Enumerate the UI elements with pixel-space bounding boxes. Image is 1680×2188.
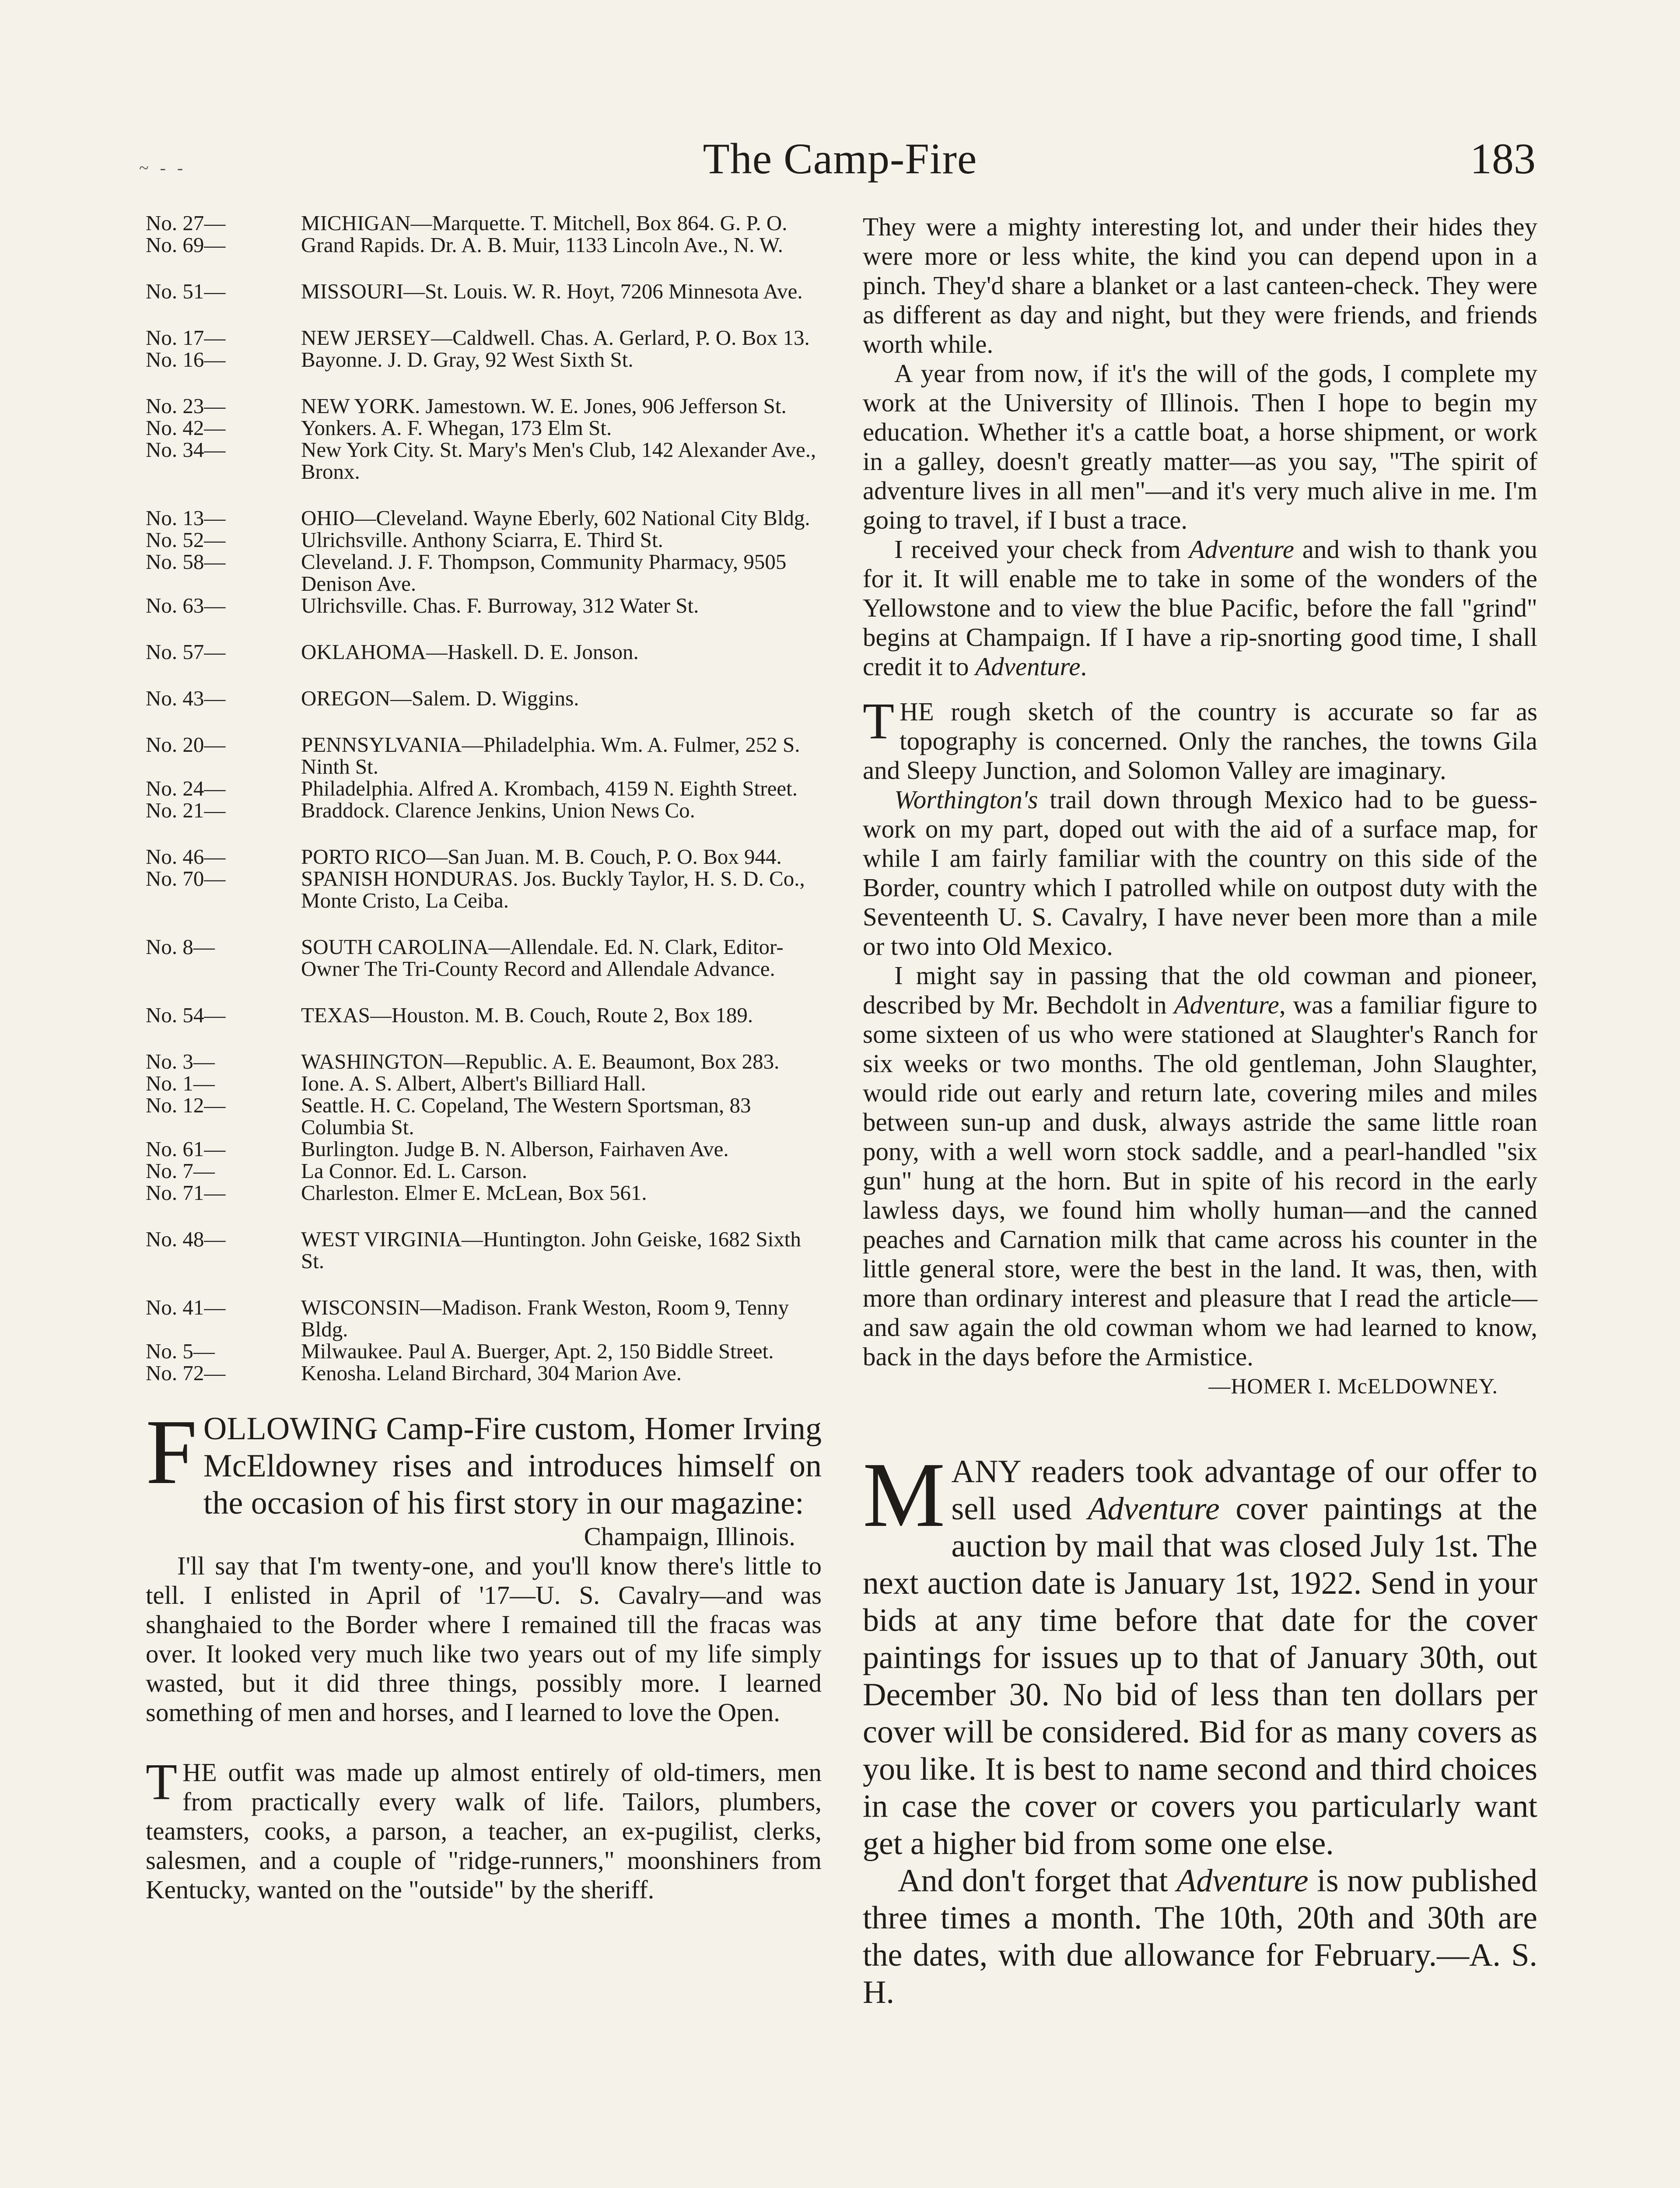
entry-number: No. 70— [146,866,226,891]
entry-address: WEST VIRGINIA—Huntington. John Geiske, 1682 Sixth St. [301,1227,801,1273]
intro-paragraph: FOLLOWING Camp-Fire custom, Homer Irving McEldowney rises and introduces himself on the occasion of his first story in our magazine: [146,1400,822,1521]
entry-number: No. 42— [146,416,226,440]
club-directory [146,212,822,1384]
directory-entry [146,799,822,821]
directory-entry [146,1004,822,1026]
entry-address: TEXAS—Houston. M. B. Couch, Route 2, Box 189. [301,1003,753,1027]
entry-number: No. 57— [146,640,226,664]
entry-number: No. 12— [146,1093,226,1117]
entry-address: Ulrichsville. Anthony Sciarra, E. Third St. [301,528,663,552]
letter-paragraph: They were a mighty interesting lot, and under their hides they were more or less white, the kind you can depend upon in a pinch. They'd share a blanket or a last canteen-check. They were as different as day and night, but they were friends, and friends worth while. [863,212,1537,358]
page-number: 183 [1470,134,1536,183]
entry-number: No. 5— [146,1339,215,1363]
directory-entry [146,936,822,980]
entry-address: Milwaukee. Paul A. Buerger, Apt. 2, 150 Biddle Street. [301,1339,774,1363]
entry-number: No. 69— [146,233,226,257]
directory-entry [146,1073,822,1094]
directory-entry [146,395,822,417]
auction-notice [863,1443,1538,2011]
notice-paragraph: And don't forget that Adventure is now published three times a month. The 10th, 20th and 30th are the dates, with due allowance for February.—A. S. H. [863,1863,1538,2010]
directory-entry [146,1051,822,1073]
letter-paragraph: THE outfit was made up almost entirely of old-timers, men from practically every walk of life. Tailors, plumbers, teamsters, cooks, a parson, a teacher, an ex-pugilist, clerks, salesmen, and a couple of "ridge-runners," moonshiners from Kentucky, wanted on the "outside" by the sheriff. [146,1753,822,1904]
entry-number: No. 21— [146,798,226,822]
entry-address: OKLAHOMA—Haskell. D. E. Jonson. [301,640,639,664]
entry-number: No. 72— [146,1361,226,1385]
entry-number: No. 17— [146,326,226,350]
entry-address: OREGON—Salem. D. Wiggins. [301,686,579,710]
entry-address: PORTO RICO—San Juan. M. B. Couch, P. O. Box 944. [301,845,782,869]
directory-group [146,281,822,302]
section-gap [863,681,1537,697]
letter-paragraph: Worthington's trail down through Mexico had to be guess-work on my part, doped out with the aid of a surface map, for while I am fairly familiar with the country on this side of the Border, country which I patrolled while on outpost duty with the Seventeenth U. S. Cavalry, I have never been more than a mile or two into Old Mexico. [863,785,1537,961]
intro-section [146,1400,822,1522]
entry-address: Yonkers. A. F. Whegan, 173 Elm St. [301,416,612,440]
directory-group [146,1228,822,1272]
directory-group [146,641,822,663]
entry-number: No. 1— [146,1071,215,1095]
letter-paragraph: I might say in passing that the old cowman and pioneer, described by Mr. Bechdolt in Adventure, was a familiar figure to some sixteen of us who were stationed at Slaughter's Ranch for six weeks or two months. The old gentleman, John Slaughter, would ride out early and return late, covering miles and miles between sun-up and dusk, always astride the same little roan pony, with a well worn stock saddle, and a pearl-handled "six gun" hung at the horn. But in spite of his record in the early lawless days, we found him wholly human—and the canned peaches and Carnation milk that came across his counter in the little general store, were the best in the land. It was, then, with more than ordinary interest and pleasure that I read the article—and saw again the old cowman whom we had learned to know, back in the days before the Armistice. [863,961,1537,1371]
directory-group [146,734,822,821]
entry-address: Braddock. Clarence Jenkins, Union News Co. [301,798,695,822]
entry-number: No. 61— [146,1137,226,1161]
directory-entry [146,551,822,595]
directory-entry [146,846,822,868]
letter-right [863,212,1537,1401]
entry-address: PENNSYLVANIA—Philadelphia. Wm. A. Fulmer, 252 S. Ninth St. [301,733,800,778]
entry-address: Bayonne. J. D. Gray, 92 West Sixth St. [301,347,634,372]
running-head: The Camp-Fire [703,134,977,183]
directory-entry [146,417,822,439]
directory-entry [146,687,822,709]
directory-group [146,687,822,709]
entry-number: No. 46— [146,845,226,869]
directory-entry [146,868,822,912]
intro-dropcap: F [146,1400,197,1503]
directory-entry [146,778,822,799]
entry-number: No. 8— [146,935,215,959]
left-column [146,212,822,1904]
directory-entry [146,507,822,529]
letter-paragraph: I received your check from Adventure and wish to thank you for it. It will enable me to take in some of the wonders of the Yellowstone and to view the blue Pacific, before the fall "grind" begins at Champaign. If I have a rip-snorting good time, I shall credit it to Adventure. [863,535,1537,681]
paragraph-dropcap: T [863,692,895,750]
entry-address: OHIO—Cleveland. Wayne Eberly, 602 National City Bldg. [301,506,810,530]
entry-number: No. 41— [146,1295,226,1319]
entry-address: WISCONSIN—Madison. Frank Weston, Room 9, Tenny Bldg. [301,1295,789,1341]
entry-address: Seattle. H. C. Copeland, The Western Sportsman, 83 Columbia St. [301,1093,751,1139]
directory-group [146,212,822,256]
directory-entry [146,327,822,349]
entry-number: No. 20— [146,733,226,757]
entry-number: No. 51— [146,279,226,303]
directory-group [146,1004,822,1026]
entry-number: No. 34— [146,438,226,462]
entry-number: No. 48— [146,1227,226,1251]
entry-number: No. 13— [146,506,226,530]
entry-address: La Connor. Ed. L. Carson. [301,1159,528,1183]
notice-paragraph: MANY readers took advantage of our offer to sell used Adventure cover paintings at the auction by mail that was closed July 1st. The next auction date is January 1st, 1922. Send in your bids at any time before that date for the cover paintings for issues up to that of January 30th, out December 30. No bid of less than ten dollars per cover will be considered. Bid for as many covers as you like. It is best to name second and third choices in case the cover or covers you particularly want get a higher bid from some one else. [863,1443,1537,1862]
entry-number: No. 54— [146,1003,226,1027]
entry-number: No. 52— [146,528,226,552]
directory-entry [146,439,822,483]
entry-address: MISSOURI—St. Louis. W. R. Hoyt, 7206 Minnesota Ave. [301,279,803,303]
letter-place: Champaign, Illinois. [584,1522,795,1551]
entry-address: Cleveland. J. F. Thompson, Community Pharmacy, 9505 Denison Ave. [301,550,787,596]
entry-address: New York City. St. Mary's Men's Club, 142 Alexander Ave., Bronx. [301,438,816,484]
entry-number: No. 24— [146,776,226,800]
directory-group [146,846,822,912]
directory-entry [146,1094,822,1138]
directory-entry [146,1160,822,1182]
directory-entry [146,1138,822,1160]
directory-entry [146,1297,822,1340]
directory-group [146,327,822,371]
entry-address: Charleston. Elmer E. McLean, Box 561. [301,1181,647,1205]
entry-number: No. 43— [146,686,226,710]
entry-number: No. 16— [146,347,226,372]
directory-entry [146,281,822,302]
notice-dropcap: M [863,1443,945,1546]
entry-address: Kenosha. Leland Birchard, 304 Marion Ave. [301,1361,682,1385]
directory-entry [146,1182,822,1204]
paragraph-dropcap: T [146,1753,178,1810]
header-mark: ~ - - [139,158,187,178]
directory-entry [146,595,822,617]
directory-group [146,1051,822,1204]
entry-address: Ulrichsville. Chas. F. Burroway, 312 Water St. [301,593,699,617]
section-gap [146,1727,822,1758]
directory-entry [146,734,822,778]
directory-group [146,395,822,483]
directory-entry [146,641,822,663]
letter-left [146,1522,822,1904]
directory-entry [146,1362,822,1384]
entry-number: No. 58— [146,550,226,574]
entry-address: NEW YORK. Jamestown. W. E. Jones, 906 Jefferson St. [301,394,787,418]
letter-paragraph: A year from now, if it's the will of the gods, I complete my work at the University of Illinois. Then I hope to begin my education. Whether it's a cattle boat, a horse shipment, or work in a galley, doesn't greatly matter—as you say, "The spirit of adventure lives in all men"—and it's very much alive in me. I'm going to travel, if I bust a trace. [863,359,1537,534]
entry-number: No. 63— [146,593,226,617]
directory-entry [146,349,822,371]
directory-entry [146,1340,822,1362]
directory-entry [146,1228,822,1272]
entry-address: SPANISH HONDURAS. Jos. Buckly Taylor, H. S. D. Co., Monte Cristo, La Ceiba. [301,866,805,912]
entry-address: MICHIGAN—Marquette. T. Mitchell, Box 864. G. P. O. [301,211,788,235]
directory-group [146,1297,822,1384]
entry-address: Ione. A. S. Albert, Albert's Billiard Hall. [301,1071,646,1095]
directory-entry [146,529,822,551]
entry-address: SOUTH CAROLINA—Allendale. Ed. N. Clark, Editor-Owner The Tri-County Record and Allendale Advance. [301,935,784,981]
entry-number: No. 71— [146,1181,226,1205]
directory-group [146,936,822,980]
entry-address: WASHINGTON—Republic. A. E. Beaumont, Box 283. [301,1049,780,1073]
entry-address: Grand Rapids. Dr. A. B. Muir, 1133 Lincoln Ave., N. W. [301,233,783,257]
directory-entry [146,212,822,234]
letter-paragraph: THE rough sketch of the country is accurate so far as topography is concerned. Only the ranches, the towns Gila and Sleepy Junction, and Solomon Valley are imaginary. [863,692,1537,785]
entry-number: No. 3— [146,1049,215,1073]
entry-number: No. 27— [146,211,226,235]
directory-group [146,507,822,617]
entry-number: No. 7— [146,1159,215,1183]
entry-number: No. 23— [146,394,226,418]
letter-paragraph: I'll say that I'm twenty-one, and you'll know there's little to tell. I enlisted in April of '17—U. S. Cavalry—and was shanghaied to the Border where I remained till the fracas was over. It looked very much like two years out of my life simply wasted, but it did three things, possibly more. I learned something of men and horses, and I learned to love the Open. [146,1551,822,1727]
entry-address: Burlington. Judge B. N. Alberson, Fairhaven Ave. [301,1137,729,1161]
letter-signature: —HOMER I. McELDOWNEY. [1208,1374,1498,1398]
entry-address: Philadelphia. Alfred A. Krombach, 4159 N. Eighth Street. [301,776,798,800]
directory-entry [146,234,822,256]
right-column [863,212,1537,2011]
entry-address: NEW JERSEY—Caldwell. Chas. A. Gerlard, P. O. Box 13. [301,326,810,350]
